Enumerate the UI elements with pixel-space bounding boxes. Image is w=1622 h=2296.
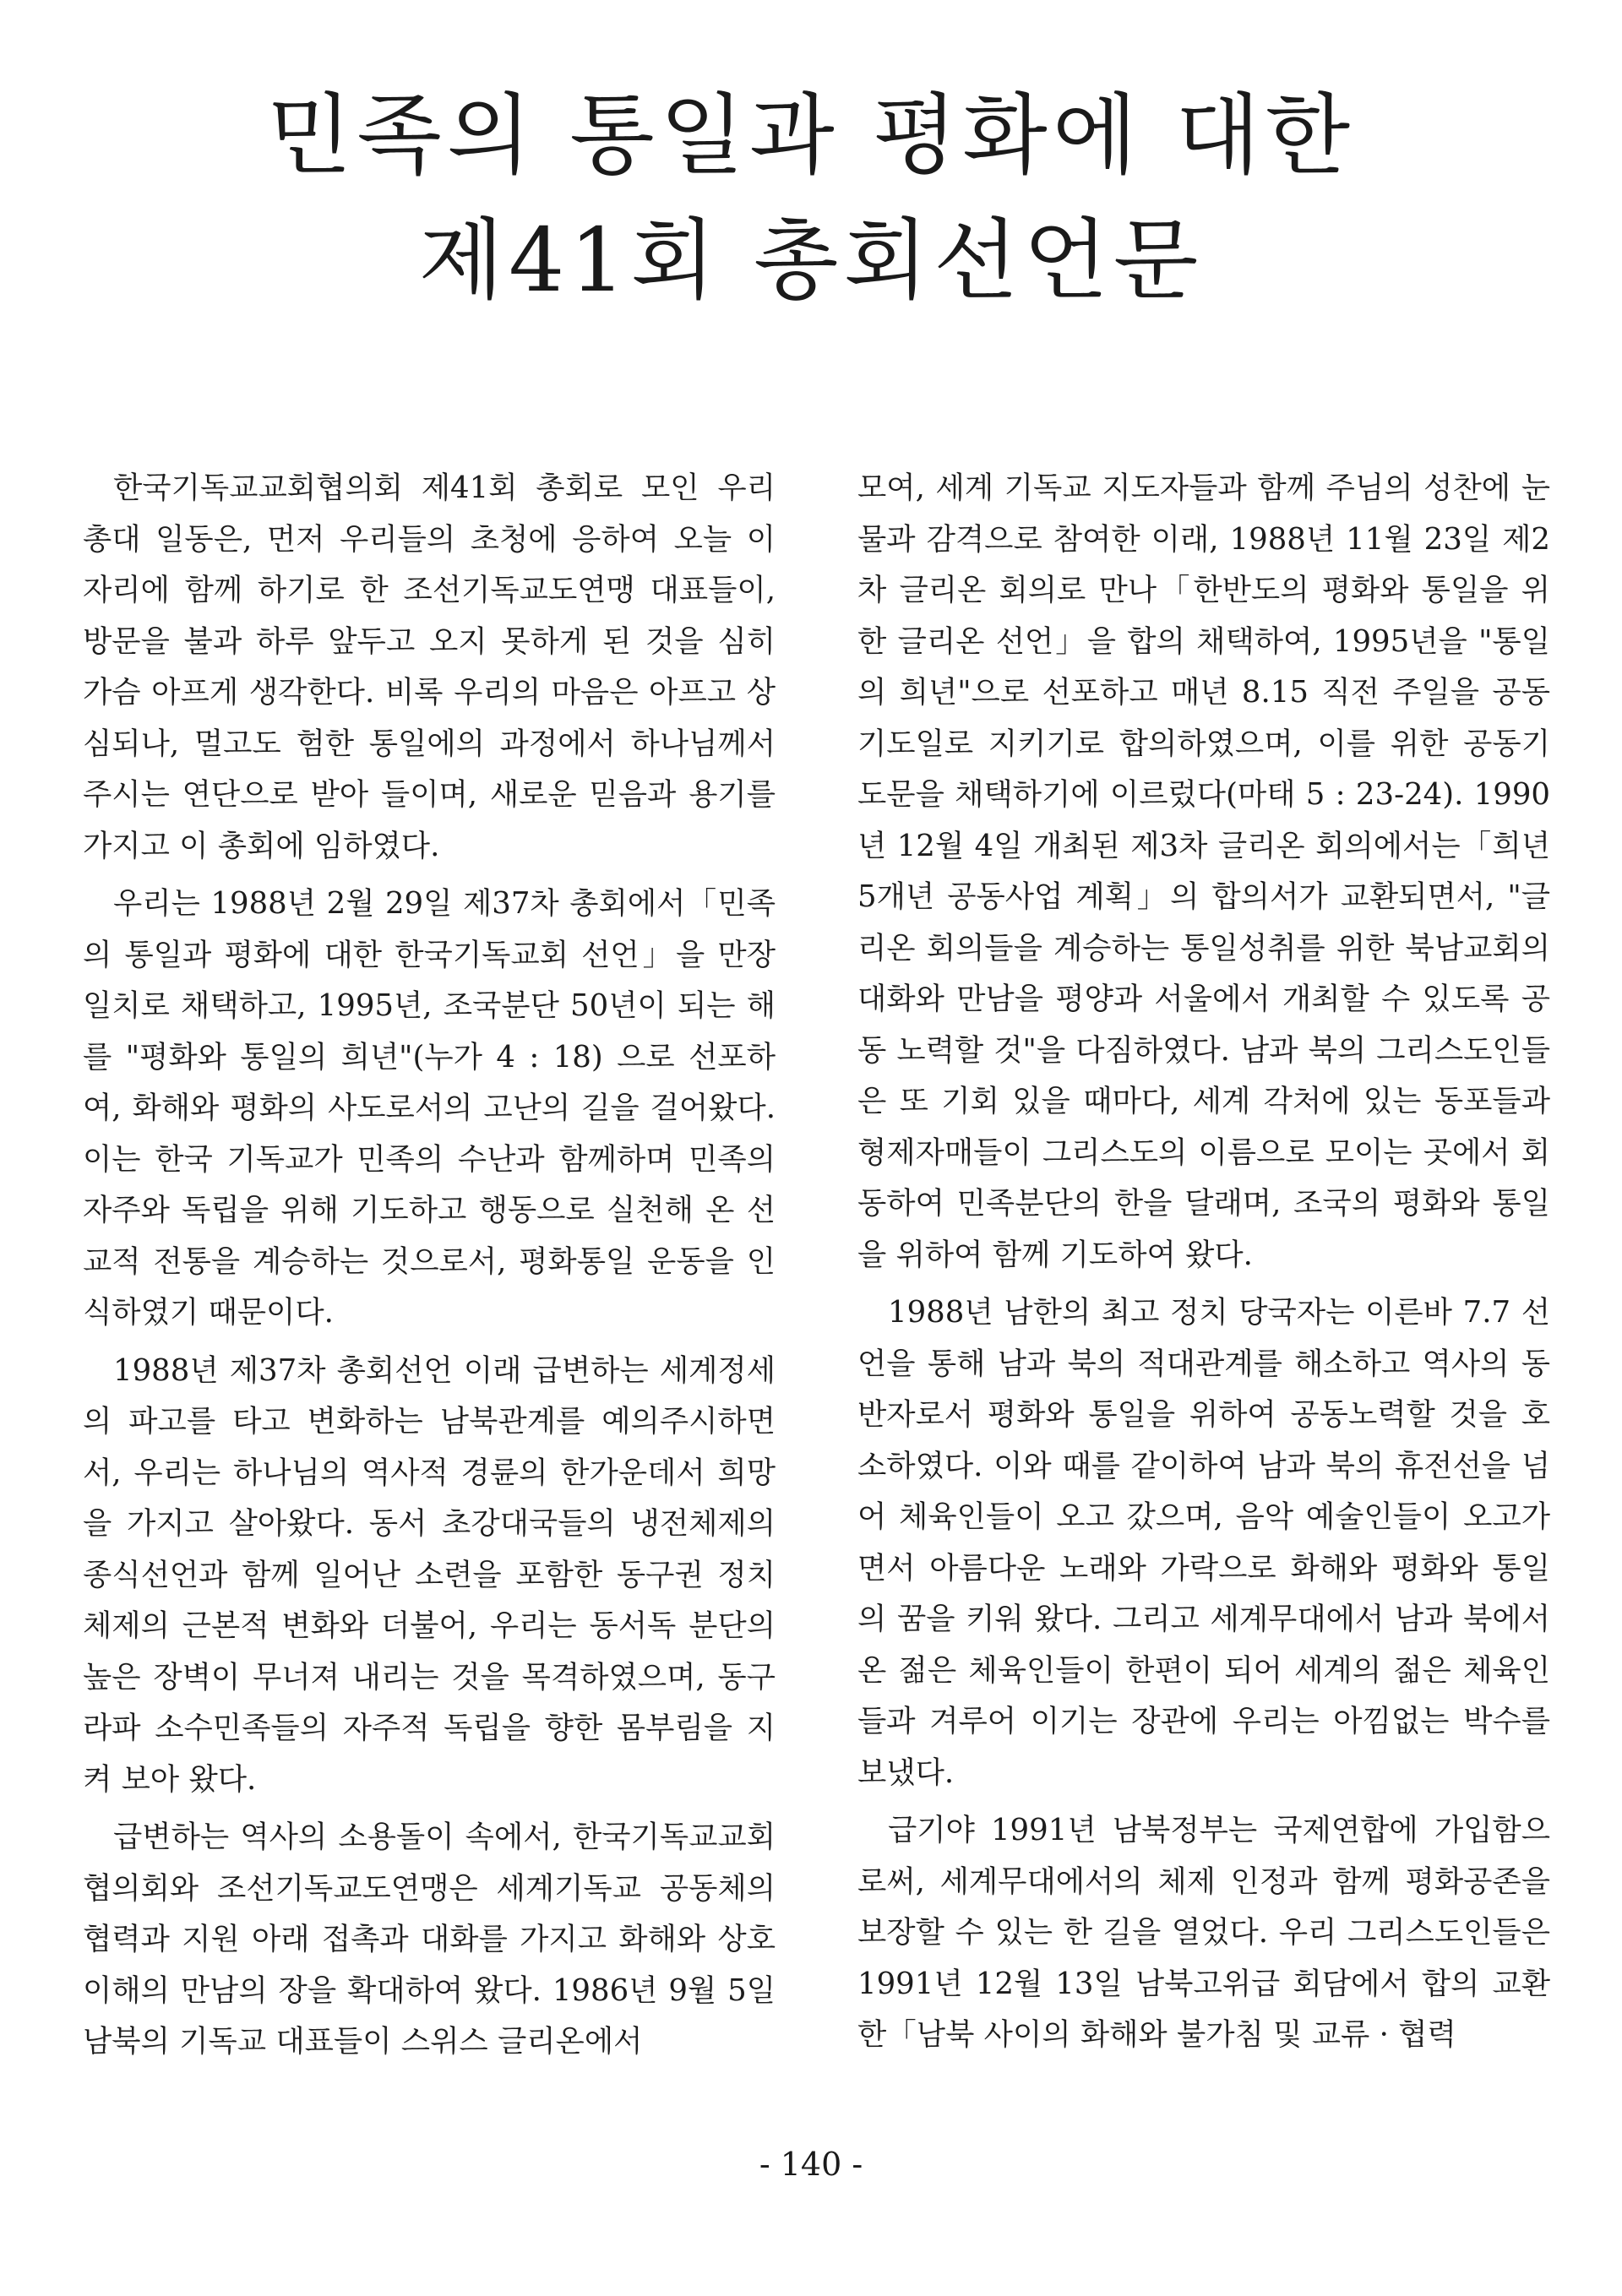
right-paragraph-2: 1988년 남한의 최고 정치 당국자는 이른바 7.7 선언을 통해 남과 북의 적대관계를 해소하고 역사의 동반자로서 평화와 통일을 위하여 공동노력할 것을 호소하였다. 이와 때를 같이하여 남과 북의 휴전선을 넘어 체육인들이 오고 갔으며, 음악 예술인들이 오고가면서 아름다운 노래와 가락으로 화해와 평화와 통일의 꿈을 키워 왔다. 그리고 세계무대에서 남과 북에서 온 젊은 체육인들이 한편이 되어 세계의 젊은 체육인들과 겨루어 이기는 장관에 우리는 아낌없는 박수를 보냈다. bbox=[857, 1295, 1550, 1790]
right-paragraph-1: 모여, 세계 기독교 지도자들과 함께 주님의 성찬에 눈물과 감격으로 참여한 이래, 1988년 11월 23일 제2차 글리온 회의로 만나「한반도의 평화와 통일을 위한 글리온 선언」을 합의 채택하여, 1995년을 "통일의 희년"으로 선포하고 매년 8.15 직전 주일을 공동기도일로 지키기로 합의하였으며, 이를 위한 공동기도문을 채택하기에 이르렀다(마태 5 : 23-24). 1990년 12월 4일 개최된 제3차 글리온 회의에서는「희년 5개년 공동사업 계획」의 합의서가 교환되면서, "글리온 회의들을 계승하는 통일성취를 위한 북남교회의 대화와 만남을 평양과 서울에서 개최할 수 있도록 공동 노력할 것"을 다짐하였다. 남과 북의 그리스도인들은 또 기회 있을 때마다, 세계 각처에 있는 동포들과 형제자매들이 그리스도의 이름으로 모이는 곳에서 회동하여 민족분단의 한을 달래며, 조국의 평화와 통일을 위하여 함께 기도하여 왔다. bbox=[857, 471, 1550, 1272]
right-column bbox=[857, 463, 1550, 2068]
page-number: - 140 - bbox=[759, 2146, 863, 2183]
page-title-line-1: 민족의 통일과 평화에 대한 bbox=[266, 84, 1356, 187]
left-paragraph-1: 한국기독교교회협의회 제41회 총회로 모인 우리 총대 일동은, 먼저 우리들의 초청에 응하여 오늘 이 자리에 함께 하기로 한 조선기독교도연맹 대표들이, 방문을 불과 하루 앞두고 오지 못하게 된 것을 심히 가슴 아프게 생각한다. 비록 우리의 마음은 아프고 상심되나, 멀고도 험한 통일에의 과정에서 하나님께서 주시는 연단으로 받아 들이며, 새로운 믿음과 용기를 가지고 이 총회에 임하였다. bbox=[83, 471, 776, 863]
page-title-line-2: 제41회 총회선언문 bbox=[418, 209, 1204, 312]
left-paragraph-4: 급변하는 역사의 소용돌이 속에서, 한국기독교교회협의회와 조선기독교도연맹은 세계기독교 공동체의 협력과 지원 아래 접촉과 대화를 가지고 화해와 상호이해의 만남의 장을 확대하여 왔다. 1986년 9월 5일 남북의 기독교 대표들이 스위스 글리온에서 bbox=[83, 1820, 776, 2059]
right-paragraph-3: 급기야 1991년 남북정부는 국제연합에 가입함으로써, 세계무대에서의 체제 인정과 함께 평화공존을 보장할 수 있는 한 길을 열었다. 우리 그리스도인들은 1991년 12월 13일 남북고위급 회담에서 합의 교환한「남북 사이의 화해와 불가침 및 교류 · 협력 bbox=[857, 1813, 1550, 2052]
left-paragraph-3: 1988년 제37차 총회선언 이래 급변하는 세계정세의 파고를 타고 변화하는 남북관계를 예의주시하면서, 우리는 하나님의 역사적 경륜의 한가운데서 희망을 가지고 살아왔다. 동서 초강대국들의 냉전체제의 종식선언과 함께 일어난 소련을 포함한 동구권 정치체제의 근본적 변화와 더불어, 우리는 동서독 분단의 높은 장벽이 무너져 내리는 것을 목격하였으며, 동구라파 소수민족들의 자주적 독립을 향한 몸부림을 지켜 보아 왔다. bbox=[83, 1352, 776, 1797]
left-column bbox=[83, 463, 776, 2075]
left-paragraph-2: 우리는 1988년 2월 29일 제37차 총회에서「민족의 통일과 평화에 대한 한국기독교회 선언」을 만장일치로 채택하고, 1995년, 조국분단 50년이 되는 해를 "평화와 통일의 희년"(누가 4 : 18) 으로 선포하여, 화해와 평화의 사도로서의 고난의 길을 걸어왔다. 이는 한국 기독교가 민족의 수난과 함께하며 민족의 자주와 독립을 위해 기도하고 행동으로 실천해 온 선교적 전통을 계승하는 것으로서, 평화통일 운동을 인식하였기 때문이다. bbox=[83, 886, 776, 1330]
